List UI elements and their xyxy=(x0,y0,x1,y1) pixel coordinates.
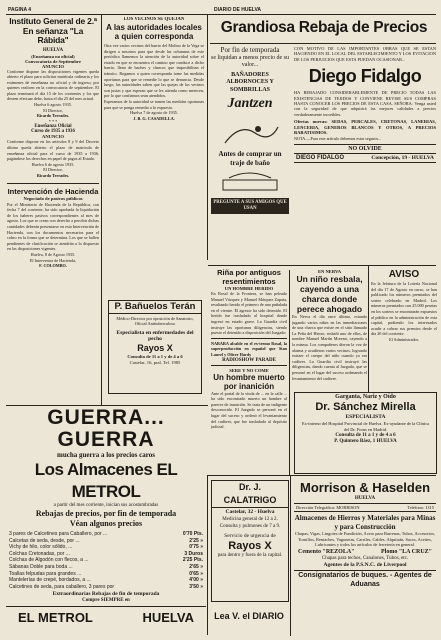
calatrigo-hours2: Consulta y pulmones de 7 a 9. xyxy=(219,524,281,529)
price-item-price: 2'25 Pts. xyxy=(182,557,203,564)
signature-name: Ricardo Terrades. xyxy=(36,113,70,119)
price-item xyxy=(9,544,203,551)
morrison-ad xyxy=(294,480,436,635)
morrison-consignees: Consignatarios de buques. - Agentes de Aduanas xyxy=(294,570,436,589)
fidalgo-brand: Diego Fidalgo xyxy=(308,66,422,87)
charca-title: Un niño resbala, cayendo a una charca donde perece ahogado xyxy=(296,274,363,314)
ad-address: Castelar, 16, pral. Tel. 1985 xyxy=(129,359,181,365)
complaint-kicker: LOS VECINOS SE QUEJAN xyxy=(123,17,185,22)
hacienda-title: Intervención de Hacienda xyxy=(7,186,99,196)
calatrigo-xray: Rayos X xyxy=(228,540,272,552)
plomo-brand: Plomo "LA CRUZ" xyxy=(381,548,432,555)
price-item-name: Mantelerías de crepé, bordados, a ... xyxy=(9,577,91,584)
specialty-line: Garganta, Nariz y Oído xyxy=(335,394,396,400)
hacienda-date: Huelva, 8 de Agosto 1935. xyxy=(30,251,76,257)
morrison-chapas: Chapas para techos, Canalones, Tubos, etc. xyxy=(321,555,409,561)
doctor-address: P. Quintero Báez, 1 HUELVA xyxy=(334,439,397,444)
price-item-price: 2'25 » xyxy=(189,537,203,544)
rebajas-heading: Rebajas de precios, por fin de temporada xyxy=(35,509,177,518)
muerto-kicker: SERE Y NO COME xyxy=(229,367,269,373)
calatrigo-ad xyxy=(211,480,289,602)
complaint-title: A las autoridades locales a quien corresponda xyxy=(106,23,202,41)
store-name: Los Almacenes EL METROL xyxy=(34,460,178,501)
grandiosa-title: Grandiosa Rebaja de Precios xyxy=(220,19,428,36)
morrison-agents: Agentes de la P.S.N.C. de Liverpool xyxy=(323,562,407,569)
morrison-telegraph: Dirección Telegráfica: MORRISON xyxy=(296,505,360,510)
no-olvide: NO OLVIDE xyxy=(294,144,436,153)
fidalgo-body: HA REBAJADO CONSIDERABLEMENTE DE PRECIO TODAS LAS EXISTENCIAS DE TEJIDOS Y CONVIENE REVISE SUS COMPRAS HASTA CONOCER LOS PRECIOS DE ESTA CASA. SEÑORA: Venga usted con la seguridad de que adquirirá las mejores calidades a precios verdaderamente increíbles. xyxy=(294,90,436,117)
guerra-title: GUERRA... GUERRA xyxy=(47,407,165,451)
calatrigo-urgency: Servicio de urgencia de xyxy=(224,533,276,539)
cinema-notice: NABARA alcalde en el ex-tremo Rosal, la superproducción en español que Stan Laurel y Oliver Hardy xyxy=(211,340,287,357)
price-item xyxy=(9,551,203,558)
hacienda-body: Por el Ministerio de Hacienda de la República, con fecha 7 del corriente, ha sido aprobada la liquidación de los haberes pasivos correspondientes al mes de agosto. Los que se crean con derecho a percibir dichas cantidades deberán presentarse en esta Intervención de Hacienda, con los documentos necesarios para el cobro en la forma que se determina. Los que se hallen pendientes de clasificación se atendrán a lo dispuesto en las disposiciones vigentes. xyxy=(7,201,99,252)
doctor-specialty: ESPECIALISTA xyxy=(345,414,386,420)
price-item xyxy=(9,571,203,578)
institute-title: Instituto General de 2.ª En señanza "La Rábida" xyxy=(9,17,97,45)
aviso-title: AVISO xyxy=(388,269,420,280)
jantzen-line2: se liquidan a menos precio de su valor... xyxy=(211,54,289,68)
newspaper-name: DIARIO DE HUELVA xyxy=(214,7,262,13)
morrison-title: Morrison & Haselden xyxy=(299,480,431,495)
announcement-date: Huelva 6 agosto 1935. xyxy=(34,102,72,108)
price-item-name: 3 pares de Calcetines para Caballero, por ... xyxy=(9,531,108,537)
price-item-price: 0'70 Pts. xyxy=(182,531,203,537)
prices-heading: Véan algunos precios xyxy=(69,519,143,528)
divider: * * * xyxy=(48,118,58,124)
price-item-name: Toallas felpudas para grandes ... xyxy=(9,570,82,577)
price-item-price: 3'50 » xyxy=(189,583,203,590)
footer-city: HUELVA xyxy=(142,610,194,626)
footer-store: EL METROL xyxy=(18,610,93,626)
rina-subtitle: UN HOMBRE HERIDO xyxy=(224,286,274,291)
morrison-phone: Teléfono: 1315 xyxy=(407,505,434,510)
fidalgo-note: NOTA.—Para este artículo debemos estar seguros... xyxy=(294,136,382,142)
column-3-lower xyxy=(211,269,287,474)
price-item-price: 3 Duros xyxy=(184,550,203,557)
hacienda-subtitle: Negociado de pasivos públicos xyxy=(23,195,83,201)
doctor-hours: Consulta de 11 a 1 y de 4 a 6 xyxy=(335,433,396,438)
calatrigo-name: Dr. J. CALATRIGO xyxy=(212,481,288,508)
fidalgo-address: Concepción, 19 - HUELVA xyxy=(371,155,434,162)
fidalgo-ad xyxy=(294,46,436,264)
extra-rebajas: Extraordinarias Rebajas de fin de temporada xyxy=(52,591,160,598)
complaint-date: Huelva 7 de agosto de 1935. xyxy=(130,110,178,116)
price-item-name: Colchas Cretonadas, por ... xyxy=(9,550,70,557)
price-item xyxy=(9,564,203,571)
calatrigo-address: Castelar, 32 - Huelva xyxy=(225,509,275,515)
section-title: Enseñanza Oficial xyxy=(34,124,72,130)
calatrigo-hours: Medicina general de 12 a 2. xyxy=(222,517,278,522)
jantzen-logo: Jantzen xyxy=(227,96,273,111)
jantzen-line1: Por fin de temporada xyxy=(220,46,280,54)
price-list xyxy=(6,531,206,590)
jantzen-cta: Antes de comprar un traje de baño xyxy=(218,150,282,167)
aviso-body: En la Jefatura de la Lotería Nacional del día 17 de Agosto en curso, se han publicado los números premiados del sorteo celebrado en Madrid. Los números premiados con 25.000 pesetas en los sorteos se encontrarán expuestos al público en la administración de esta capital, pudiendo los interesados acudir a cobrar sus premios desde el día 20 del corriente. xyxy=(371,281,437,337)
price-item xyxy=(9,577,203,584)
institute-city: HUELVA xyxy=(42,47,64,53)
ad-hours: Consulta de 11 a 1 y de 4 a 6 xyxy=(127,353,183,359)
announcement-label: ANUNCIO xyxy=(42,134,64,140)
cemento-brand: Cemento "REZOLA" xyxy=(298,548,355,555)
cinema-title: RADIOSHOW PARADE xyxy=(222,357,276,363)
signature-role: El Director, xyxy=(43,167,63,173)
metrol-ad xyxy=(6,407,206,635)
aviso-signature: El Administrador, xyxy=(389,336,419,342)
ad-line: Médico-Director por oposición de Sanatorio, Oficial Antituberculoso xyxy=(116,316,194,327)
announcement-label: ANUNCIO xyxy=(42,63,64,69)
fidalgo-offers: Ofertas nuevas: SEDAS, PERCALES, CRETONAS, LANERIAS, LENCERIA, GENEROS BLANCOS Y OTROS, A PRECIOS BARATISIMOS. xyxy=(294,119,436,136)
jantzen-figure xyxy=(211,168,289,198)
guerra-intro: a partir del mes corriente, inician sus acostumbradas xyxy=(53,503,159,508)
announcement-body: Conforme dispone las disposiciones vigentes queda abierto el plazo para solicitar matrícula ordinaria y los exámenes de enseñanza no oficial y de ingreso, por quienes realicen en la convocatoria de septiembre. El plazo terminará el día 15 de los corrientes y los que deseen efectuar debe, hasta el día 25 del mes actual. xyxy=(7,68,99,102)
guerra-subtitle: mucha guerra a los precios caros xyxy=(57,451,155,459)
muerto-title: Un hombre muerto por inanición xyxy=(213,372,285,391)
institute-sub: (Enseñanza no oficial) xyxy=(31,53,75,59)
complaint-body-2: Esperamos de la autoridad se tomen las medidas oportunas para que se ponga remedio a lo expuesto. xyxy=(104,98,204,110)
rina-title: Riña por antiguos resentimientos xyxy=(217,269,281,286)
morrison-products: Chapas, Vigas, Lingotes de Fundición, Acero para Barrenas, Tubos, Accesorios, Tornillos, Remaches, Vagonetas, Carriles, Cables, Alquitrán, Sacos, Aceites, Lubricantes y todos los artículos de ferretería en general. xyxy=(294,531,436,548)
signature-role: El Director, xyxy=(43,107,63,113)
ad-doctor-name: P. Bañuelos Terán xyxy=(109,301,201,314)
price-item-price: 4'00 » xyxy=(189,577,203,584)
compre-siempre: Compre SIEMPRE en xyxy=(82,598,130,604)
jantzen-ad xyxy=(211,46,289,264)
fidalgo-intro: CON MOTIVO DE LAS IMPORTANTES OBRAS QUE SE ESTAN HACIENDO EN EL LOCAL DEL ESTABLECIMIENTO Y LOS EVITACION DE LOS PERJUICIOS QUE ESTA PUEDAN OCASIONAR... xyxy=(294,46,436,62)
column-1 xyxy=(7,17,99,402)
doctor-bio: Ex-interno del Hospital Provincial de Huelva. Ex-ayudante de la Clínica del Dr. Forns en Madrid. xyxy=(301,421,430,432)
announcement-date: Huelva 6 de agosto 1935. xyxy=(31,161,75,167)
price-item-name: Calcetas de seda, desde, por ... xyxy=(9,537,80,544)
price-item-price: 2'65 » xyxy=(189,563,203,570)
signature-name: F. COLOMBO. xyxy=(39,263,67,269)
price-item-name: Colchas de Algodón con flecos, a ... xyxy=(9,557,89,564)
lea-diario: Lea V. el DIARIO xyxy=(214,611,284,621)
jantzen-ask: PREGUNTE A SUS AMIGOS QUE USAN xyxy=(211,198,289,214)
column-2 xyxy=(104,17,204,307)
banuelos-ad xyxy=(108,300,202,394)
charca-kicker: EN NERVA xyxy=(317,269,342,274)
section-subtitle: Curso de 1935 a 1936 xyxy=(31,129,75,135)
ad-xray: Rayos X xyxy=(137,342,173,353)
signature-role: El Interventor de Hacienda, xyxy=(29,257,77,263)
price-item-name: Sábanas Doble para boda ... xyxy=(9,563,73,570)
rina-body: En Rosal de la Frontera, se han peleado Manuel Vázquez y Manuel Márquez Zapata, resultando herido el primero de una puñalada en el vientre. El agresor ha sido detenido. El herido fue trasladado al hospital donde ingresó en estado grave. La Guardia civil instruye las oportunas diligencias, siendo puesto el detenido a disposición del Juzgado. xyxy=(211,291,287,336)
sanchez-ad xyxy=(294,392,437,474)
page-number: PAGINA 4 xyxy=(8,7,32,13)
price-item xyxy=(9,531,203,538)
doctor-name: Dr. Sánchez Mirella xyxy=(315,401,416,413)
price-item xyxy=(9,538,203,545)
signature-name: Ricardo Terrades. xyxy=(36,173,70,178)
calatrigo-service: para dentro y fuera de la capital. xyxy=(217,553,283,558)
swimmer-illustration xyxy=(211,114,289,150)
muerto-body: Ante el portal de la viuda de ... en la calle ... ha sido encontrado muerto un hombre al parecer de inanición. Se trata de un indigente desconocido. El Juzgado se personó en el lugar del suceso y ordenó el levantamiento del cadáver, que fue trasladado al depósito judicial. xyxy=(211,390,287,430)
ad-specialty: Especialista en enfermedades del pecho xyxy=(116,329,194,343)
complaint-body: Otra vez varios vecinos del barrio del Molino de la Vega se dirigen a nosotros para que desde las columnas de este periódico llamemos la atención de la autoridad sobre el estado en que se encuentra el camino que conduce a dicho barrio, lleno de baches y charcos que imposibilitan el tránsito. Rogamos a quien corresponda tome las medidas oportunas para que se remedie lo que se denuncia. Desde luego, las autoridades saben que las quejas de los vecinos son justas y que esperan que se les atienda como merecen, por lo que confiamos sean atendidos. xyxy=(104,43,204,99)
morrison-city: HUELVA xyxy=(354,496,376,501)
institute-sub2: Convocatoria de Septiembre xyxy=(25,58,81,64)
morrison-headline: Almacenes de Hierros y Materiales para Minas y para Construcción xyxy=(294,514,436,531)
jantzen-products: BAÑADORES ALBORNOCES Y SOMBRILLAS xyxy=(226,71,274,93)
announcement-body: Conforme dispone en los artículos 8 y 9 del Decreto último queda abierto el plazo de matrícula de enseñanza oficial para el curso de 1935 a 1936, pagándose los derechos en papel de pagos al Estado. xyxy=(7,139,99,162)
charca-body: En Nerva el día once último, estando jugando varios niños en las inmediaciones de una charca que existe en el sitio llamado La Peña del Hierro, resbaló uno de ellos, de nombre Manuel Martín Moreno, cayendo a la misma. Los compañeros dieron la voz de alarma y acudieron varios vecinos, logrando extraer el cuerpo del niño cuando ya era cadáver. La Guardia civil instruyó las diligencias, dando cuenta al Juzgado, que se personó en el lugar del suceso ordenando el levantamiento del cadáver. xyxy=(292,314,367,381)
price-item xyxy=(9,584,203,591)
complaint-signature: J. B. G. CASADELLA. xyxy=(133,115,175,121)
price-item xyxy=(9,557,203,564)
price-item-price: 0'75 » xyxy=(189,544,203,551)
price-item-name: Calcetines de seda, para caballero, 3 pares por xyxy=(9,583,115,590)
price-item-price: 0'65 » xyxy=(189,570,203,577)
price-item-name: Vichy de hilo, color sólido, ... xyxy=(9,544,73,551)
fidalgo-name: DIEGO FIDALGO xyxy=(296,155,344,162)
